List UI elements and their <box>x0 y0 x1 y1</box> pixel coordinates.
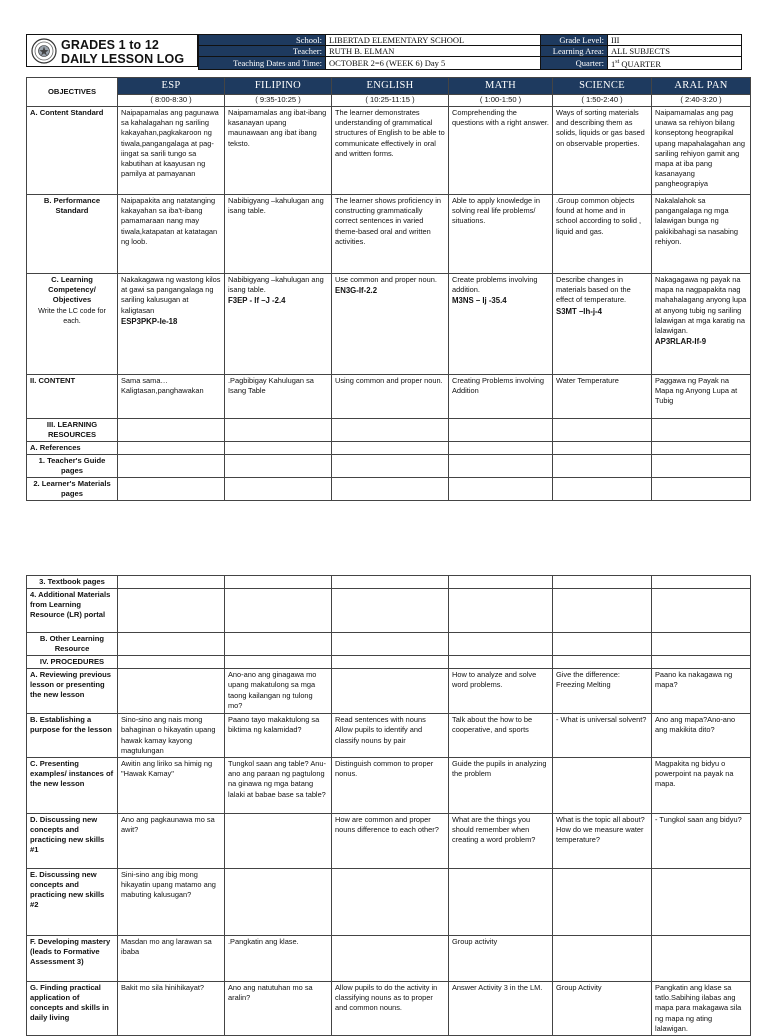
table-row <box>27 374 751 418</box>
table-row <box>27 194 751 273</box>
cell-text: .Pangkatin ang klase. <box>228 936 299 946</box>
subject-header-aral-pan: ARAL PAN <box>652 78 751 95</box>
cell-text: Create problems involving addition. <box>452 274 538 295</box>
row-label-text: A. Content Standard <box>30 107 104 117</box>
cell-math <box>449 106 553 194</box>
cell-aral-pan <box>652 418 751 441</box>
school-value: LIBERTAD ELEMENTARY SCHOOL <box>326 35 541 46</box>
cell-text: Nakakagawa ng wastong kilos at gawi sa pangangalaga ng sariling kalusugan at kaligtasan <box>121 274 221 315</box>
title-line-2: DAILY LESSON LOG <box>61 52 185 66</box>
table-row <box>27 868 751 935</box>
row-label-e-discussing-new-concepts-and-practi <box>27 868 118 935</box>
cell-text: - Tungkol saan ang bidyu? <box>655 814 742 824</box>
time-esp: ( 8:00-8:30 ) <box>118 95 225 106</box>
cell-math <box>449 478 553 501</box>
row-label-text: 2. Learner's Materials pages <box>33 479 111 499</box>
cell-text: Ano ang mapa?Ano-ano ang makikita dito? <box>655 715 736 735</box>
cell-text: Guide the pupils in analyzing the problem <box>452 758 547 779</box>
cell-text: Sino-sino ang nais mong bahaginan o hikayatin upang hawak kamay kayong magtulungan <box>121 715 216 755</box>
cell-math <box>449 455 553 478</box>
cell-math <box>449 576 553 589</box>
cell-text: Nabibigyang –kahulugan ang isang table. <box>228 274 324 295</box>
cell-science <box>553 935 652 981</box>
cell-esp <box>118 273 225 374</box>
learning-area-label: Learning Area: <box>541 46 608 57</box>
cell-text: Comprehending the questions with a right answer. <box>452 107 549 128</box>
teaching-dates-value: OCTOBER 2=6 (WEEK 6) Day 5 <box>326 57 541 70</box>
cell-filipino <box>225 589 332 633</box>
row-label-text: F. Developing mastery (leads to Formative Assessment 3) <box>30 936 111 966</box>
cell-text: Paano ka nakagawa ng mapa? <box>655 670 733 690</box>
cell-science <box>553 455 652 478</box>
cell-math <box>449 194 553 273</box>
cell-esp <box>118 589 225 633</box>
cell-english <box>332 455 449 478</box>
lc-code: EN3G-If-2.2 <box>335 286 378 296</box>
cell-science <box>553 813 652 868</box>
subject-header-science: SCIENCE <box>553 78 652 95</box>
lc-code: M3NS – Ij -35.4 <box>452 296 507 306</box>
row-label-text: A. References <box>30 442 81 452</box>
learning-area-value: ALL SUBJECTS <box>608 46 742 57</box>
cell-english <box>332 757 449 813</box>
title-box <box>26 34 198 67</box>
cell-esp <box>118 576 225 589</box>
cell-text: Paano tayo makaktulong sa biktima ng kalamidad? <box>228 715 320 735</box>
cell-aral-pan <box>652 106 751 194</box>
row-label-text: III. LEARNING RESOURCES <box>46 419 98 439</box>
cell-science <box>553 714 652 758</box>
row-label-text: IV. PROCEDURES <box>39 657 105 667</box>
cell-filipino <box>225 633 332 656</box>
cell-science <box>553 633 652 656</box>
quarter-number: 1 <box>611 58 616 69</box>
cell-text: Group Activity <box>556 982 602 992</box>
cell-text: Using common and proper noun. <box>335 375 443 385</box>
cell-text: How to analyze and solve word problems. <box>452 670 537 690</box>
cell-math <box>449 374 553 418</box>
cell-aral-pan <box>652 589 751 633</box>
cell-esp <box>118 669 225 714</box>
cell-text: The learner demonstrates understanding of grammatical structures of English to be able to communicate effectively in oral and written forms. <box>335 107 445 158</box>
cell-science <box>553 194 652 273</box>
cell-text: The learner shows proficiency in constructing grammatically correct sentences in varied theme-based oral and written activities. <box>335 195 441 246</box>
cell-filipino <box>225 813 332 868</box>
cell-aral-pan <box>652 656 751 669</box>
table-row <box>27 273 751 374</box>
cell-math <box>449 633 553 656</box>
cell-filipino <box>225 374 332 418</box>
cell-math <box>449 935 553 981</box>
subject-header-esp: ESP <box>118 78 225 95</box>
cell-text: .Pagbibigay Kahulugan sa Isang Table <box>228 375 314 396</box>
cell-math <box>449 273 553 374</box>
row-label-text: C. Learning Competency/ Objectives <box>48 274 96 304</box>
table-row <box>27 935 751 981</box>
cell-text: Read sentences with nouns Allow pupils to identify and classify nouns by pair <box>335 715 426 745</box>
cell-english <box>332 669 449 714</box>
cell-text: Creating Problems involving Addition <box>452 375 545 396</box>
teacher-label: Teacher: <box>199 46 326 57</box>
table-row <box>27 589 751 633</box>
cell-esp <box>118 981 225 1035</box>
table-row <box>27 478 751 501</box>
cell-text: .Group common objects found at home and in school according to solid , liquid and gas. <box>556 195 642 236</box>
title-line-1: GRADES 1 to 12 <box>61 38 159 52</box>
cell-aral-pan <box>652 194 751 273</box>
cell-aral-pan <box>652 455 751 478</box>
lc-code: ESP3PKP-Ie-18 <box>121 316 178 326</box>
cell-english <box>332 981 449 1035</box>
row-label-b-establishing-a-purpose-for-the-les <box>27 714 118 758</box>
cell-filipino <box>225 656 332 669</box>
table-row <box>27 656 751 669</box>
cell-filipino <box>225 441 332 454</box>
cell-text: - What is universal solvent? <box>556 715 647 725</box>
cell-math <box>449 757 553 813</box>
cell-esp <box>118 813 225 868</box>
time-english: ( 10:25-11:15 ) <box>332 95 449 106</box>
row-label-f-developing-mastery-leads-to-format <box>27 935 118 981</box>
row-label-text: A. Reviewing previous lesson or presenting the new lesson <box>30 670 112 700</box>
cell-math <box>449 656 553 669</box>
cell-text: Naipamamalas ang pag unawa sa rehiyon bilang konseptong heograpikal upang mapahalagahan ang sariling rehiyon gamit ang mapa at iba pang kasanayang pangheograpiya <box>655 107 746 189</box>
cell-science <box>553 478 652 501</box>
cell-text: Sama sama… Kaligtasan,panghawakan <box>121 375 204 396</box>
cell-text: Nabibigyang –kahulugan ang isang table. <box>228 195 324 216</box>
lc-code: S3MT –Ih-j-4 <box>556 306 602 316</box>
cell-science <box>553 273 652 374</box>
cell-filipino <box>225 868 332 935</box>
cell-esp <box>118 106 225 194</box>
row-label-text: G. Finding practical application of concepts and skills in daily living <box>30 982 109 1022</box>
cell-aral-pan <box>652 714 751 758</box>
row-label-text: 1. Teacher's Guide pages <box>38 456 106 476</box>
table-row <box>27 441 751 454</box>
row-label-iv-procedures <box>27 656 118 669</box>
cell-math <box>449 868 553 935</box>
cell-english <box>332 576 449 589</box>
time-science: ( 1:50-2:40 ) <box>553 95 652 106</box>
table-row <box>27 714 751 758</box>
cell-esp <box>118 757 225 813</box>
cell-filipino <box>225 981 332 1035</box>
cell-text: Awitin ang liriko sa himig ng "Hawak Kamay" <box>121 758 213 779</box>
cell-science <box>553 576 652 589</box>
row-label-3-textbook-pages <box>27 576 118 589</box>
cell-text: Naipamamalas ang ibat-ibang kasanayan upang maunawaan ang ibat ibang teksto. <box>228 107 327 148</box>
row-label-text: C. Presenting examples/ instances of the new lesson <box>30 758 114 788</box>
cell-esp <box>118 478 225 501</box>
quarter-label: Quarter: <box>541 57 608 70</box>
cell-english <box>332 633 449 656</box>
cell-text: What is the topic all about? How do we measure water temperature? <box>556 814 645 845</box>
time-aral-pan: ( 2:40-3:20 ) <box>652 95 751 106</box>
cell-filipino <box>225 669 332 714</box>
cell-filipino <box>225 714 332 758</box>
row-label-a-reviewing-previous-lesson-or-prese <box>27 669 118 714</box>
table-row <box>27 981 751 1035</box>
cell-esp <box>118 374 225 418</box>
cell-aral-pan <box>652 441 751 454</box>
cell-math <box>449 981 553 1035</box>
cell-esp <box>118 441 225 454</box>
cell-english <box>332 374 449 418</box>
cell-english <box>332 813 449 868</box>
cell-text: Naipapakita ang natatanging kakayahan sa iba't-ibang pamamaraan nang may tiwala,katapatan at katatagan ng loob. <box>121 195 218 246</box>
lc-code: AP3RLAR-If-9 <box>655 337 707 347</box>
cell-text: Paggawa ng Payak na Mapa ng Anyong Lupa at Tubig <box>655 375 738 406</box>
row-label-iii-learning-resources <box>27 418 118 441</box>
cell-filipino <box>225 478 332 501</box>
time-math: ( 1:00-1:50 ) <box>449 95 553 106</box>
cell-math <box>449 813 553 868</box>
row-label-text: B. Establishing a purpose for the lesson <box>30 715 112 735</box>
row-label-b-performance-standard <box>27 194 118 273</box>
table-row <box>27 757 751 813</box>
cell-esp <box>118 418 225 441</box>
cell-english <box>332 194 449 273</box>
cell-filipino <box>225 418 332 441</box>
row-label-text: 3. Textbook pages <box>39 577 105 586</box>
cell-filipino <box>225 273 332 374</box>
cell-text: Allow pupils to do the activity in classifying nouns as to proper and common nouns. <box>335 982 438 1013</box>
row-label-text: B. Performance Standard <box>43 195 101 215</box>
table-row <box>27 633 751 656</box>
cell-text: Sini-sino ang ibig mong hikayatin upang matamo ang mabuting kalusugan? <box>121 869 216 900</box>
cell-filipino <box>225 455 332 478</box>
row-label-1-teacher-s-guide-pages <box>27 455 118 478</box>
row-label-2-learner-s-materials-pages <box>27 478 118 501</box>
cell-text: Able to apply knowledge in solving real life problems/ situations. <box>452 195 540 226</box>
cell-aral-pan <box>652 813 751 868</box>
cell-esp <box>118 868 225 935</box>
cell-english <box>332 935 449 981</box>
row-label-text: 4. Additional Materials from Learning Resource (LR) portal <box>30 590 111 620</box>
row-label-d-discussing-new-concepts-and-practi <box>27 813 118 868</box>
subject-header-english: ENGLISH <box>332 78 449 95</box>
cell-esp <box>118 714 225 758</box>
cell-filipino <box>225 194 332 273</box>
school-label: School: <box>199 35 326 46</box>
cell-text: Answer Activity 3 in the LM. <box>452 982 543 992</box>
table-row <box>27 669 751 714</box>
cell-text: Nakalalahok sa pangangalaga ng mga lalawigan bunga ng pakikibahagi sa nasabing rehiyon. <box>655 195 739 246</box>
lesson-log-table-page-2 <box>26 575 751 1036</box>
cell-english <box>332 656 449 669</box>
grade-level-label: Grade Level: <box>541 35 608 46</box>
cell-math <box>449 714 553 758</box>
cell-text: Naipapamalas ang pagunawa sa kahalagahan ng sariling kakayahan,pagkakaroon ng tiwala,pangangalaga at pag-iingat sa sarili tungo sa kabutihan at kaayusan ng pamilya at pamayanan <box>121 107 219 179</box>
table-row <box>27 418 751 441</box>
cell-science <box>553 418 652 441</box>
row-label-a-content-standard <box>27 106 118 194</box>
cell-filipino <box>225 935 332 981</box>
quarter-text: QUARTER <box>619 58 662 69</box>
row-label-note: Write the LC code for each. <box>38 306 106 325</box>
cell-text: How are common and proper nouns difference to each other? <box>335 814 439 835</box>
cell-english <box>332 868 449 935</box>
quarter-value <box>608 57 742 70</box>
cell-esp <box>118 656 225 669</box>
cell-math <box>449 669 553 714</box>
cell-text: Tungkol saan ang table? Anu-ano ang paraan ng pagtulong na ginawa ng mga batang lalaki at babae base sa table? <box>228 758 326 799</box>
cell-text: Water Temperature <box>556 375 619 385</box>
cell-text: What are the things you should remember when creating a word problem? <box>452 814 536 845</box>
time-filipino: ( 9:35-10:25 ) <box>225 95 332 106</box>
cell-filipino <box>225 106 332 194</box>
cell-science <box>553 441 652 454</box>
cell-english <box>332 273 449 374</box>
row-label-c-learning-competency-objectives <box>27 273 118 374</box>
cell-science <box>553 589 652 633</box>
cell-science <box>553 106 652 194</box>
cell-aral-pan <box>652 669 751 714</box>
cell-aral-pan <box>652 868 751 935</box>
header <box>26 34 751 68</box>
cell-math <box>449 589 553 633</box>
teaching-dates-label: Teaching Dates and Time: <box>199 57 326 70</box>
lesson-log-table-page-1 <box>26 77 751 501</box>
cell-math <box>449 418 553 441</box>
row-label-c-presenting-examples-instances-of-t <box>27 757 118 813</box>
table-row <box>27 455 751 478</box>
page-1-rows <box>27 106 751 500</box>
cell-aral-pan <box>652 981 751 1035</box>
row-label-ii-content <box>27 374 118 418</box>
cell-filipino <box>225 757 332 813</box>
cell-text: Use common and proper noun. <box>335 274 437 284</box>
cell-aral-pan <box>652 273 751 374</box>
cell-aral-pan <box>652 478 751 501</box>
cell-text: Group activity <box>452 936 498 946</box>
cell-aral-pan <box>652 374 751 418</box>
table-row <box>27 813 751 868</box>
objectives-header: OBJECTIVES <box>27 78 118 107</box>
cell-english <box>332 589 449 633</box>
cell-science <box>553 669 652 714</box>
subject-header-math: MATH <box>449 78 553 95</box>
cell-science <box>553 981 652 1035</box>
row-label-g-finding-practical-application-of-c <box>27 981 118 1035</box>
deped-seal-icon <box>31 38 57 64</box>
table-row <box>27 576 751 589</box>
cell-text: Masdan mo ang larawan sa ibaba <box>121 936 212 957</box>
teacher-value: RUTH B. ELMAN <box>326 46 541 57</box>
cell-text: Nakagagawa ng payak na mapa na nagpapakita nag mahahalagang anyong lupa at anyong tubig ng sariling lalawigan at mga karatig na lalawigan. <box>655 274 747 336</box>
cell-aral-pan <box>652 576 751 589</box>
cell-text: Give the difference: Freezing Melting <box>556 670 620 690</box>
cell-text: Describe changes in materials based on the effect of temperature. <box>556 274 631 305</box>
row-label-a-references <box>27 441 118 454</box>
row-label-text: E. Discussing new concepts and practicing new skills #2 <box>30 869 105 909</box>
cell-science <box>553 656 652 669</box>
row-label-b-other-learning-resource <box>27 633 118 656</box>
row-label-text: B. Other Learning Resource <box>39 634 105 654</box>
row-label-4-additional-materials-from-learning <box>27 589 118 633</box>
cell-esp <box>118 455 225 478</box>
cell-science <box>553 868 652 935</box>
cell-text: Bakit mo sila hinihikayat? <box>121 982 204 992</box>
cell-text: Pangkatin ang klase sa tatlo.Sabihing ilabas ang mapa para makagawa sila ng mapa ng ating lalawigan. <box>655 982 742 1033</box>
subject-header-filipino: FILIPINO <box>225 78 332 95</box>
cell-aral-pan <box>652 757 751 813</box>
cell-text: Distinguish common to proper nonus. <box>335 758 434 779</box>
cell-filipino <box>225 576 332 589</box>
page-2-rows <box>27 576 751 1036</box>
cell-english <box>332 106 449 194</box>
cell-english <box>332 478 449 501</box>
cell-text: Magpakita ng bidyu o powerpoint na payak na mapa. <box>655 758 734 789</box>
cell-english <box>332 418 449 441</box>
row-label-text: II. CONTENT <box>30 375 76 385</box>
table-row <box>27 106 751 194</box>
cell-aral-pan <box>652 935 751 981</box>
grade-level-value: III <box>608 35 742 46</box>
cell-text: Ano-ano ang ginagawa mo upang makatulong sa mga taong kailangan ng tulong mo? <box>228 670 317 710</box>
cell-science <box>553 757 652 813</box>
quarter-suffix: st <box>615 59 620 65</box>
cell-text: Ano ang natutuhan mo sa aralin? <box>228 982 313 1003</box>
lc-code: F3EP - If –J -2.4 <box>228 296 286 306</box>
cell-aral-pan <box>652 633 751 656</box>
header-info-table <box>198 34 742 70</box>
cell-text: Talk about the how to be cooperative, and sports <box>452 715 533 735</box>
cell-math <box>449 441 553 454</box>
row-label-text: D. Discussing new concepts and practicing new skills #1 <box>30 814 105 854</box>
cell-esp <box>118 935 225 981</box>
cell-text: Ano ang pagkaunawa mo sa awit? <box>121 814 215 835</box>
cell-science <box>553 374 652 418</box>
cell-esp <box>118 194 225 273</box>
cell-esp <box>118 633 225 656</box>
cell-text: Ways of sorting materials and describing them as solids, liquids or gas based on observable properties. <box>556 107 645 148</box>
cell-english <box>332 714 449 758</box>
cell-english <box>332 441 449 454</box>
